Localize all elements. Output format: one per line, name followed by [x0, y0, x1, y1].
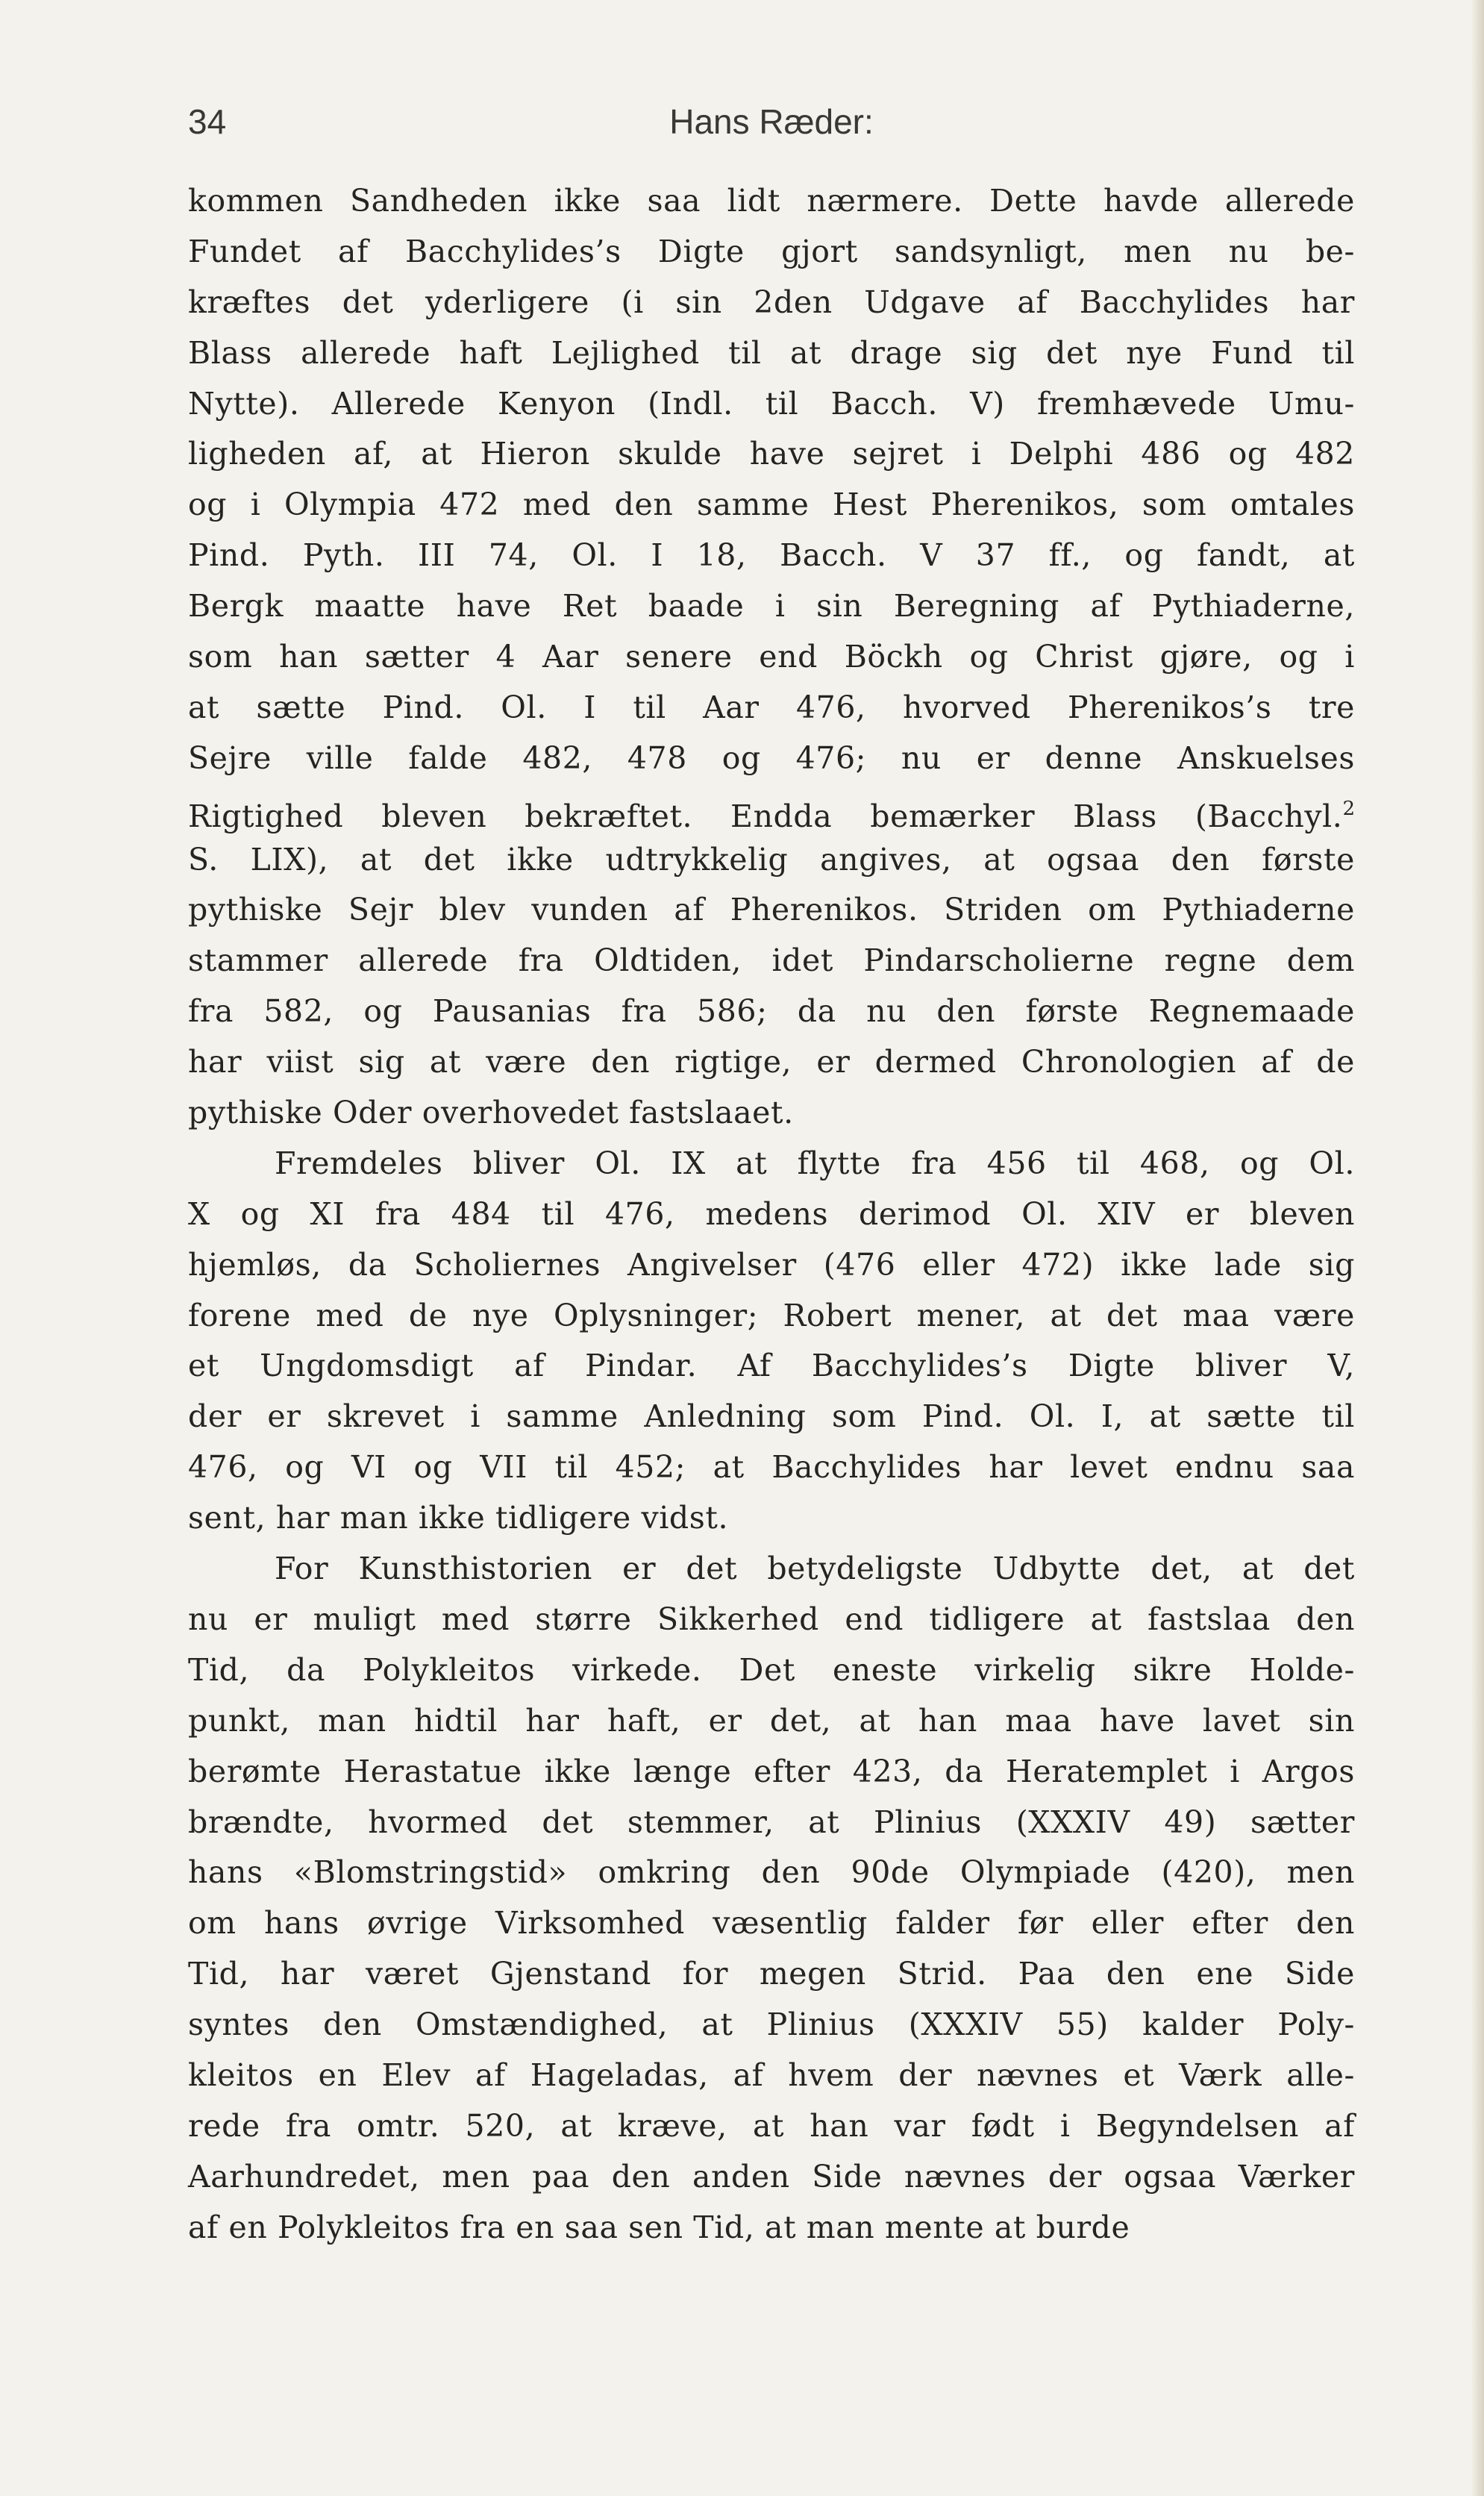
text-line: Pind. Pyth. III 74, Ol. I 18, Bacch. V 37 ff., og fandt, at [188, 537, 1355, 574]
page-number: 34 [188, 102, 227, 141]
text-line: kleitos en Elev af Hageladas, af hvem der nævnes et Værk alle- [188, 2056, 1355, 2093]
text-line: rede fra omtr. 520, at kræve, at han var født i Begyndelsen af [188, 2107, 1355, 2144]
paragraph [188, 1544, 1355, 2253]
text-line: syntes den Omstændighed, at Plinius (XXXIV 55) kalder Poly- [188, 2007, 1355, 2043]
text-line: at sætte Pind. Ol. I til Aar 476, hvorved Pherenikos’s tre [188, 689, 1355, 725]
text-line: Tid, da Polykleitos virkede. Det eneste virkelig sikre Holde- [188, 1651, 1355, 1688]
text-line: S. LIX), at det ikke udtrykkelig angives, at ogsaa den første [188, 841, 1355, 878]
text-line: af en Polykleitos fra en saa sen Tid, at man mente at burde [188, 2209, 1130, 2245]
text-line: et Ungdomsdigt af Pindar. Af Bacchylides’s Digte bliver V, [188, 1348, 1355, 1384]
text-line: Fremdeles bliver Ol. IX at flytte fra 456 til 468, og Ol. [275, 1145, 1355, 1181]
text-line: forene med de nye Oplysninger; Robert mener, at det maa være [188, 1297, 1355, 1333]
text-line: X og XI fra 484 til 476, medens derimod Ol. XIV er bleven [188, 1195, 1355, 1232]
page-header [188, 96, 1355, 148]
text-line: 476, og VI og VII til 452; at Bacchylides har levet endnu saa [188, 1449, 1355, 1486]
text-line: Tid, har været Gjenstand for megen Strid. Paa den ene Side [188, 1956, 1355, 1992]
text-line: berømte Herastatue ikke længe efter 423, da Heratemplet i Argos [188, 1753, 1355, 1789]
paragraph [188, 176, 1355, 1139]
text-line: brændte, hvormed det stemmer, at Plinius (XXXIV 49) sætter [188, 1804, 1355, 1840]
text-line: hjemløs, da Scholiernes Angivelser (476 eller 472) ikke lade sig [188, 1246, 1355, 1283]
text-line: om hans øvrige Virksomhed væsentlig falder før eller efter den [188, 1905, 1355, 1942]
text-line: kræftes det yderligere (i sin 2den Udgave af Bacchylides har [188, 284, 1355, 320]
paragraph [188, 1139, 1355, 1544]
body-text [188, 176, 1355, 2253]
text-line: og i Olympia 472 med den samme Hest Pherenikos, som omtales [188, 487, 1355, 523]
text-line: stammer allerede fra Oldtiden, idet Pindarscholierne regne dem [188, 942, 1355, 979]
text-line: pythiske Oder overhovedet fastslaaet. [188, 1095, 794, 1131]
text-line: Blass allerede haft Lejlighed til at drage sig det nye Fund til [188, 334, 1355, 371]
text-line: punkt, man hidtil har haft, er det, at han maa have lavet sin [188, 1702, 1355, 1739]
text-line: Rigtighed bleven bekræftet. Endda bemærker Blass (Bacchyl.$^2$ [188, 797, 1355, 834]
running-head: Hans Ræder: [669, 102, 874, 141]
page-edge-shadow [1471, 0, 1484, 2496]
text-line: som han sætter 4 Aar senere end Böckh og Christ gjøre, og i [188, 639, 1355, 675]
text-line: Sejre ville falde 482, 478 og 476; nu er denne Anskuelses [188, 739, 1355, 776]
text-line: der er skrevet i samme Anledning som Pind. Ol. I, at sætte til [188, 1398, 1355, 1435]
text-line: ligheden af, at Hieron skulde have sejret i Delphi 486 og 482 [188, 436, 1355, 472]
footnote-mark: 2 [1342, 797, 1355, 820]
text-line: hans «Blomstringstid» omkring den 90de Olympiade (420), men [188, 1854, 1355, 1891]
text-line: Aarhundredet, men paa den anden Side nævnes der ogsaa Værker [188, 2158, 1355, 2195]
text-line: Fundet af Bacchylides’s Digte gjort sandsynligt, men nu be- [188, 233, 1355, 269]
text-line: nu er muligt med større Sikkerhed end tidligere at fastslaa den [188, 1601, 1355, 1637]
text-line: kommen Sandheden ikke saa lidt nærmere. Dette havde allerede [188, 183, 1355, 219]
text-line: pythiske Sejr blev vunden af Pherenikos. Striden om Pythiaderne [188, 892, 1355, 928]
text-line: sent, har man ikke tidligere vidst. [188, 1500, 729, 1536]
text-line: har viist sig at være den rigtige, er dermed Chronologien af de [188, 1044, 1355, 1080]
text-line: Nytte). Allerede Kenyon (Indl. til Bacch. V) fremhævede Umu- [188, 385, 1355, 422]
text-line: fra 582, og Pausanias fra 586; da nu den første Regnemaade [188, 993, 1355, 1030]
text-line: For Kunsthistorien er det betydeligste Udbytte det, at det [275, 1551, 1355, 1587]
text-line: Bergk maatte have Ret baade i sin Beregning af Pythiaderne, [188, 588, 1355, 625]
